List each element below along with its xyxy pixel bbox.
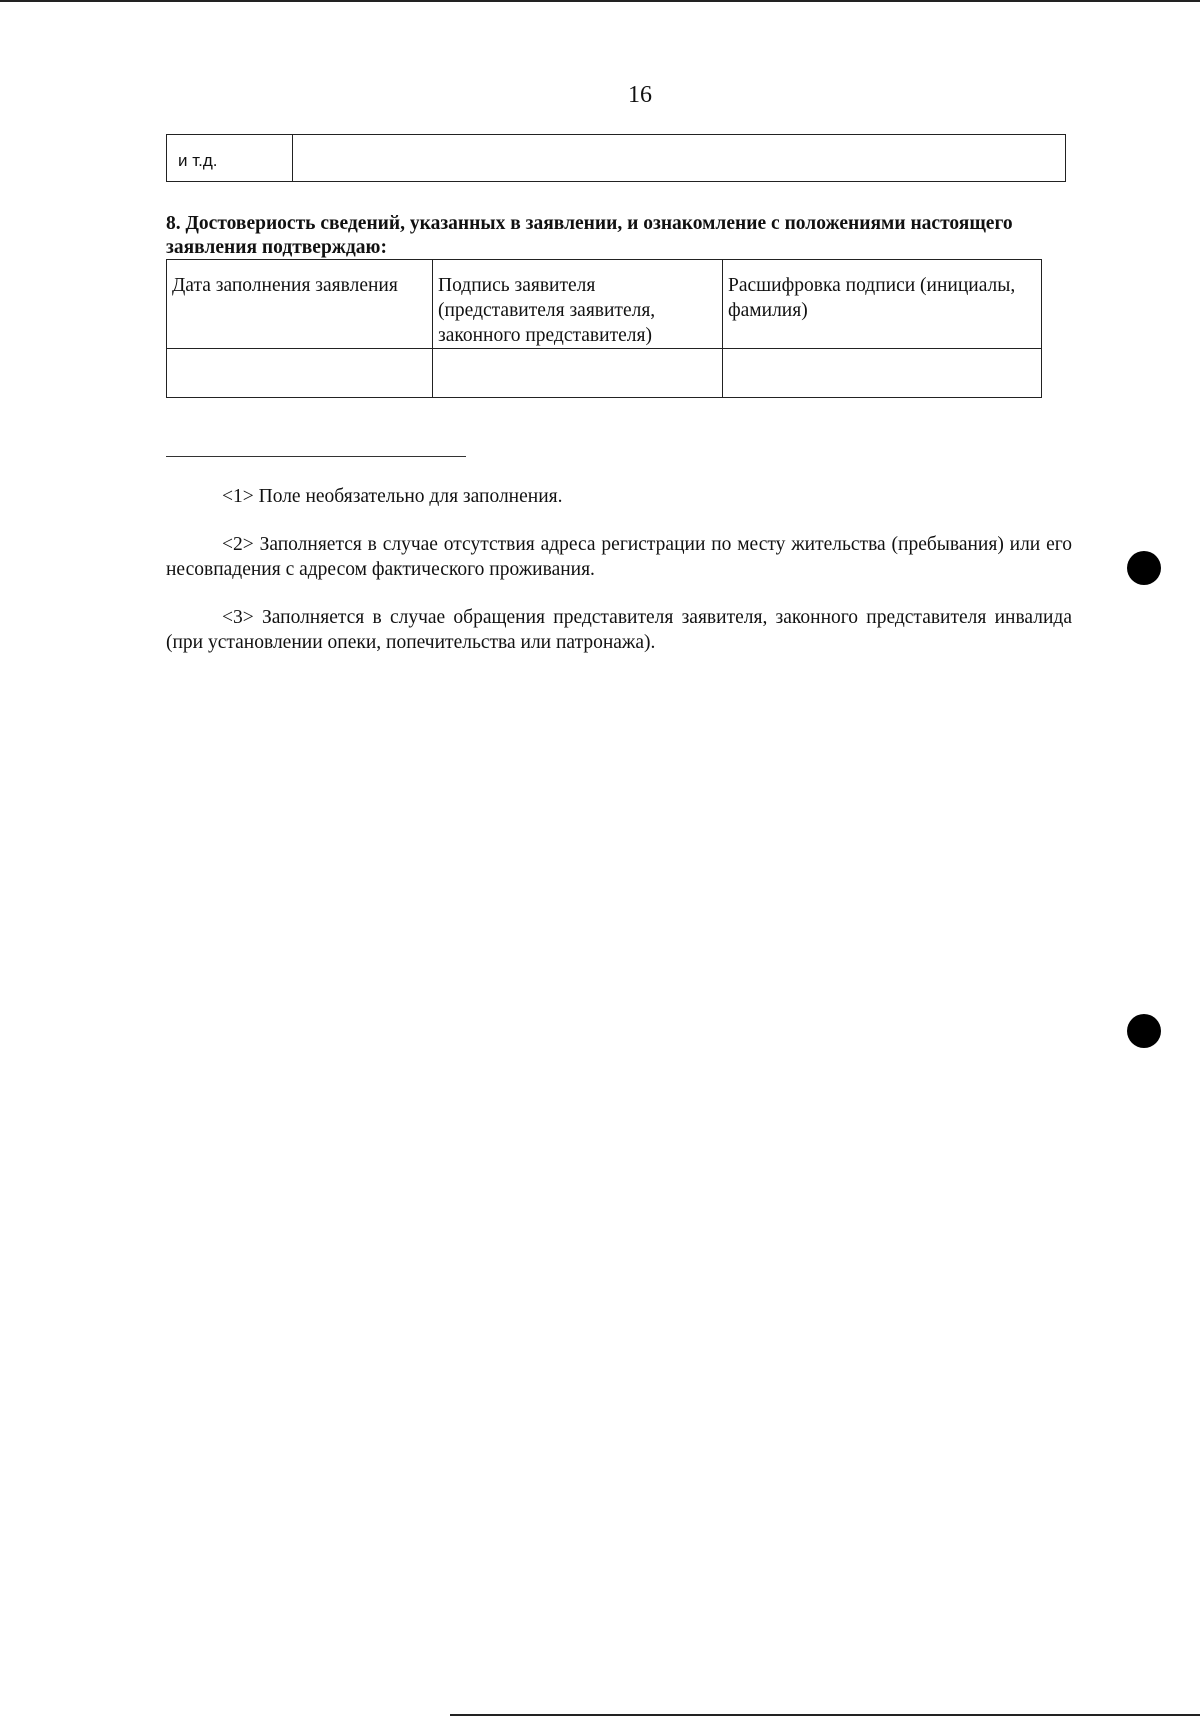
punch-hole-mark: [1127, 551, 1161, 585]
date-entry-cell: [167, 349, 433, 398]
signature-entry-cell: [433, 349, 723, 398]
column-header-signature: Подпись заявителя (представителя заявителя, законного представителя): [433, 260, 723, 349]
column-header-name-decoding: Расшифровка подписи (инициалы, фамилия): [723, 260, 1042, 349]
signature-table-header-row: [167, 260, 1042, 349]
signature-table: [166, 259, 1042, 398]
name-decoding-entry-cell: [723, 349, 1042, 398]
continuation-cell-value: [293, 135, 1065, 181]
footnote-1: <1> Поле необязательно для заполнения.: [222, 486, 563, 507]
footnote-separator: [166, 456, 466, 457]
punch-hole-mark: [1127, 1014, 1161, 1048]
continuation-cell-label: и т.д.: [167, 135, 293, 181]
scan-top-edge: [0, 0, 1200, 2]
page-number: 16: [628, 82, 652, 108]
footnote-3: <3> Заполняется в случае обращения представителя заявителя, законного представителя инвалида (при установлении опеки, попечительства или патронажа).: [166, 607, 1072, 653]
scan-bottom-edge: [450, 1714, 1200, 1716]
continuation-table: [166, 134, 1066, 182]
column-header-date: Дата заполнения заявления: [167, 260, 433, 349]
footnote-2: <2> Заполняется в случае отсутствия адреса регистрации по месту жительства (пребывания) или его несовпадения с адресом фактического проживания.: [166, 534, 1072, 580]
signature-table-entry-row: [167, 349, 1042, 398]
section-8-heading: 8. Достовериость сведений, указанных в заявлении, и ознакомление с положениями настоящего заявления подтверждаю:: [166, 213, 1013, 258]
